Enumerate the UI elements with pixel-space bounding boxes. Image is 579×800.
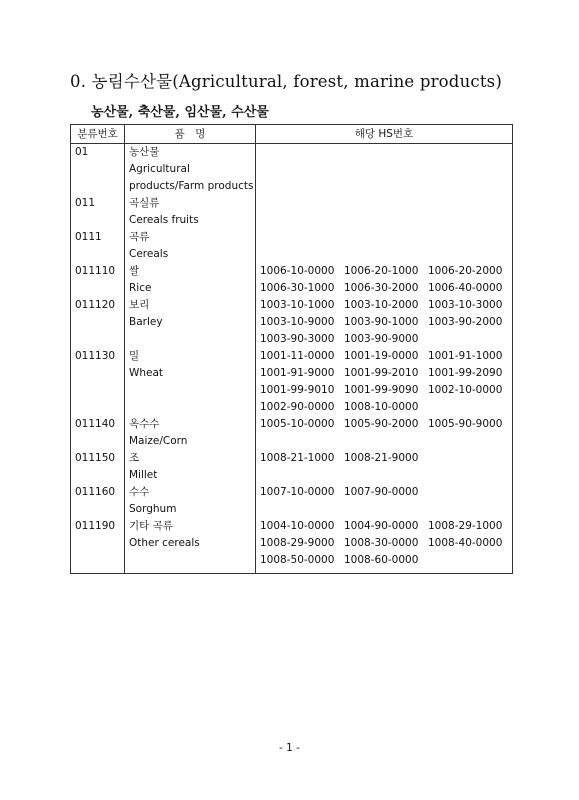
- hs-code: 1007-90-0000: [344, 486, 419, 498]
- classification-code: 011110: [71, 263, 125, 297]
- item-name-cell: [125, 348, 256, 416]
- table-row: [71, 484, 513, 518]
- hs-code: 1003-90-9000: [344, 333, 419, 345]
- item-name-cell: [125, 263, 256, 297]
- item-name-line: Other cereals: [129, 537, 200, 549]
- hs-code-cell: [256, 263, 513, 297]
- item-name-line: 수수: [129, 486, 150, 498]
- table-row: [71, 416, 513, 450]
- hs-code: 1008-29-1000: [428, 520, 503, 532]
- hs-code: 1003-90-3000: [260, 333, 335, 345]
- table-row: [71, 297, 513, 348]
- table-row: [71, 263, 513, 297]
- table-row: [71, 518, 513, 574]
- hs-code: 1008-10-0000: [344, 401, 419, 413]
- table-row: [71, 348, 513, 416]
- hs-code: 1003-90-1000: [344, 316, 419, 328]
- item-name-cell: [125, 484, 256, 518]
- section-subtitle: 농산물, 축산물, 임산물, 수산물: [91, 105, 269, 120]
- item-name-cell: [125, 416, 256, 450]
- item-name-line: 밀: [129, 350, 140, 362]
- item-name-cell: [125, 229, 256, 263]
- hs-code: 1005-10-0000: [260, 418, 335, 430]
- item-name-line: 쌀: [129, 265, 140, 277]
- header-code: 분류번호: [71, 125, 125, 144]
- hs-code: 1008-60-0000: [344, 554, 419, 566]
- hs-code: 1008-40-0000: [428, 537, 503, 549]
- hs-code: 1006-20-1000: [344, 265, 419, 277]
- item-name-line: Barley: [129, 316, 163, 328]
- hs-code: 1003-10-2000: [344, 299, 419, 311]
- hs-code: 1004-10-0000: [260, 520, 335, 532]
- hs-code: 1001-99-9010: [260, 384, 335, 396]
- hs-code: 1002-10-0000: [428, 384, 503, 396]
- item-name-line: 옥수수: [129, 418, 160, 430]
- item-name-cell: [125, 450, 256, 484]
- hs-code-cell: [256, 484, 513, 518]
- item-name-line: 보리: [129, 299, 150, 311]
- classification-code: 011150: [71, 450, 125, 484]
- header-name: 품 명: [125, 125, 256, 144]
- hs-code: 1001-19-0000: [344, 350, 419, 362]
- item-name-cell: [125, 297, 256, 348]
- item-name-line: 농산물: [129, 146, 160, 158]
- classification-code: 0111: [71, 229, 125, 263]
- hs-code: 1006-40-0000: [428, 282, 503, 294]
- hs-code: 1005-90-9000: [428, 418, 503, 430]
- hs-code-cell: [256, 518, 513, 574]
- hs-code: 1008-50-0000: [260, 554, 335, 566]
- hs-code-cell: [256, 229, 513, 263]
- item-name-line: Agricultural: [129, 163, 190, 175]
- hs-code: 1001-91-1000: [428, 350, 503, 362]
- item-name-line: 기타 곡류: [129, 520, 173, 532]
- item-name-line: Millet: [129, 469, 158, 481]
- hs-code: 1006-10-0000: [260, 265, 335, 277]
- hs-code: 1008-29-9000: [260, 537, 335, 549]
- hs-code: 1001-99-2010: [344, 367, 419, 379]
- classification-code: 011140: [71, 416, 125, 450]
- table-row: [71, 229, 513, 263]
- hs-code: 1001-99-9090: [344, 384, 419, 396]
- hs-code-cell: [256, 297, 513, 348]
- hs-code: 1003-10-1000: [260, 299, 335, 311]
- item-name-line: Cereals fruits: [129, 214, 199, 226]
- table-header-row: [71, 125, 513, 144]
- item-name-line: Cereals: [129, 248, 169, 260]
- hs-code: 1004-90-0000: [344, 520, 419, 532]
- hs-code: 1008-21-9000: [344, 452, 419, 464]
- hs-code: 1003-10-3000: [428, 299, 503, 311]
- hs-code-cell: [256, 144, 513, 196]
- item-name-line: Rice: [129, 282, 152, 294]
- item-name-line: Sorghum: [129, 503, 177, 515]
- hs-code: 1006-20-2000: [428, 265, 503, 277]
- hs-code: 1001-11-0000: [260, 350, 335, 362]
- classification-table: [70, 124, 513, 574]
- hs-code: 1008-30-0000: [344, 537, 419, 549]
- hs-code: 1001-99-2090: [428, 367, 503, 379]
- item-name-line: 곡실류: [129, 197, 160, 209]
- classification-code: 011190: [71, 518, 125, 574]
- hs-code: 1006-30-2000: [344, 282, 419, 294]
- hs-code: 1006-30-1000: [260, 282, 335, 294]
- table-row: [71, 450, 513, 484]
- item-name-line: 곡류: [129, 231, 150, 243]
- hs-code: 1003-10-9000: [260, 316, 335, 328]
- hs-code-cell: [256, 450, 513, 484]
- hs-code: 1003-90-2000: [428, 316, 503, 328]
- hs-code: 1001-91-9000: [260, 367, 335, 379]
- page-number: - 1 -: [279, 742, 300, 754]
- hs-code-cell: [256, 348, 513, 416]
- item-name-cell: [125, 144, 256, 196]
- hs-code: 1007-10-0000: [260, 486, 335, 498]
- item-name-cell: [125, 518, 256, 574]
- item-name-line: Maize/Corn: [129, 435, 188, 447]
- classification-code: 01: [71, 144, 125, 196]
- hs-code: 1002-90-0000: [260, 401, 335, 413]
- hs-code: 1008-21-1000: [260, 452, 335, 464]
- item-name-line: products/Farm products: [129, 180, 254, 192]
- hs-code-cell: [256, 195, 513, 229]
- table-row: [71, 144, 513, 196]
- item-name-cell: [125, 195, 256, 229]
- classification-code: 011120: [71, 297, 125, 348]
- item-name-line: 조: [129, 452, 140, 464]
- hs-code-cell: [256, 416, 513, 450]
- page-title: 0. 농림수산물(Agricultural, forest, marine products): [70, 72, 502, 91]
- classification-code: 011160: [71, 484, 125, 518]
- hs-code: 1005-90-2000: [344, 418, 419, 430]
- item-name-line: Wheat: [129, 367, 164, 379]
- classification-code: 011: [71, 195, 125, 229]
- classification-code: 011130: [71, 348, 125, 416]
- table-row: [71, 195, 513, 229]
- header-hs: 해당 HS번호: [256, 125, 513, 144]
